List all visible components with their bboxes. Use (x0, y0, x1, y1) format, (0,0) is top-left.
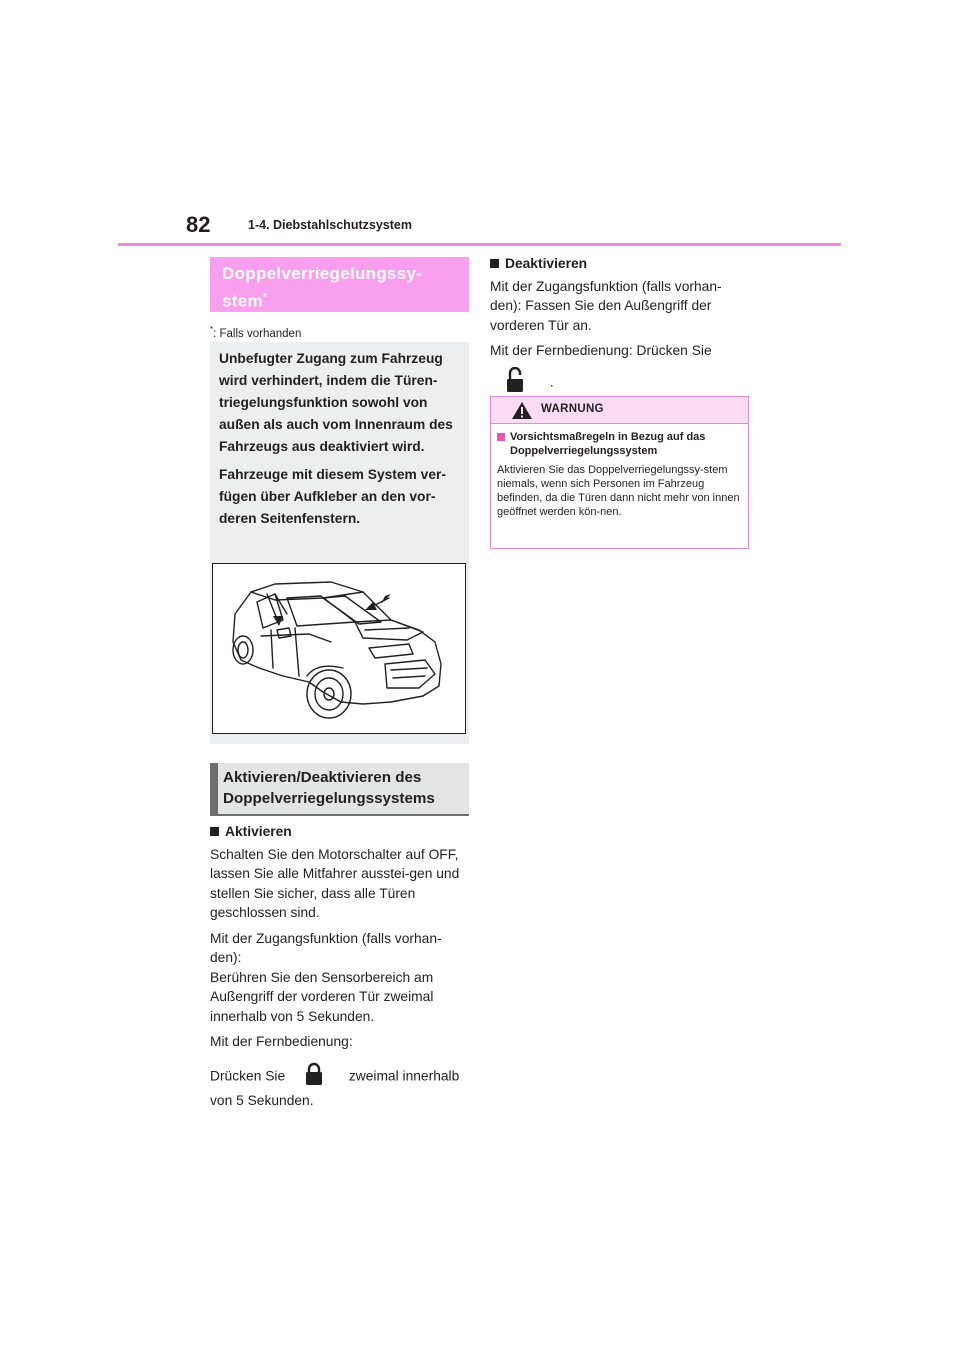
activate-heading (210, 822, 472, 842)
deactivate-heading (490, 254, 752, 274)
deactivate-p3: . (549, 373, 554, 389)
activate-paragraph-2 (210, 929, 472, 1027)
activate-paragraph-1: Schalten Sie den Motorschalter auf OFF, lassen Sie alle Mitfahrer ausstei-gen und stellen Sie sicher, dass alle Türen geschlossen sind. (210, 846, 460, 920)
section-title (222, 262, 422, 314)
deactivate-paragraph-1: Mit der Zugangsfunktion (falls vorhan-den): Fassen Sie den Außengriff der vorderen Tür an. (490, 278, 722, 333)
suv-illustration (213, 564, 465, 733)
activate-paragraph-4 (210, 1062, 472, 1111)
section-header-activate-deactivate (210, 763, 469, 816)
warning-subheading (497, 430, 742, 458)
activate-paragraph-2b: Berühren Sie den Sensorbereich am Außengriff der vorderen Tür zweimal innerhalb von 5 Sekunden. (210, 969, 434, 1024)
bullet-square-icon (490, 259, 499, 268)
footnote (210, 325, 301, 340)
activate-paragraph-2a: Mit der Zugangsfunktion (falls vorhan-den): (210, 930, 442, 965)
bullet-square-icon (210, 827, 219, 836)
car-illustration (212, 563, 466, 734)
pink-bullet-icon (497, 433, 505, 441)
deactivate-paragraph-2: Mit der Fernbedienung: Drücken Sie (490, 343, 712, 358)
activate-p4-after: zweimal innerhalb (348, 1067, 460, 1083)
section2-title-line2: Doppelverriegelungssystems (223, 790, 435, 807)
activate-p4-before: Drücken Sie (210, 1067, 286, 1083)
info-paragraph-2: Fahrzeuge mit diesem System ver-fügen über Aufkleber an den vor-deren Seitenfenstern. (219, 467, 446, 526)
section-header-double-lock (210, 257, 469, 312)
info-text (219, 348, 465, 536)
footnote-mark: * (210, 325, 214, 334)
warning-label: WARNUNG (541, 403, 604, 415)
warning-box (490, 396, 749, 549)
unlock-icon (506, 367, 524, 399)
section-title-line2: stem (222, 291, 263, 311)
deactivate-heading-text: Deaktivieren (505, 256, 588, 271)
footnote-marker: * (262, 292, 268, 303)
warning-triangle-icon (511, 401, 533, 420)
deactivate-section (490, 254, 752, 404)
activate-paragraph-3: Mit der Fernbedienung: (210, 1034, 353, 1049)
page-number: 82 (186, 212, 211, 237)
warning-header (491, 397, 748, 424)
warning-body: Aktivieren Sie das Doppelverriegelungssy-stem niemals, wenn sich Personen im Fahrzeug befinden, da die Türen dann nicht mehr von innen geöffnet werden kön-nen. (497, 464, 740, 518)
lock-icon (305, 1062, 323, 1092)
activate-p4-line2: von 5 Sekunden. (210, 1093, 314, 1108)
info-paragraph-1: Unbefugter Zugang zum Fahrzeug wird verhindert, indem die Türen-triegelungsfunktion sowohl von außen als auch vom Innenraum des Fahrzeugs aus deaktiviert wird. (219, 351, 453, 454)
activate-heading-text: Aktivieren (225, 824, 292, 839)
section-title-line1: Doppelverriegelungssy- (222, 264, 423, 283)
deactivate-paragraph-3 (490, 367, 752, 399)
header-rule (118, 243, 841, 246)
section2-title-line1: Aktivieren/Deaktivieren des (223, 769, 422, 786)
section2-title (223, 767, 435, 809)
activate-section (210, 822, 472, 1117)
chapter-title: 1-4. Diebstahlschutzsystem (248, 218, 412, 232)
warning-subheading-text: Vorsichtsmaßregeln in Bezug auf das Doppelverriegelungssystem (510, 431, 706, 457)
info-box (210, 342, 469, 744)
section-bar (210, 763, 218, 814)
footnote-text: : Falls vorhanden (213, 327, 302, 340)
